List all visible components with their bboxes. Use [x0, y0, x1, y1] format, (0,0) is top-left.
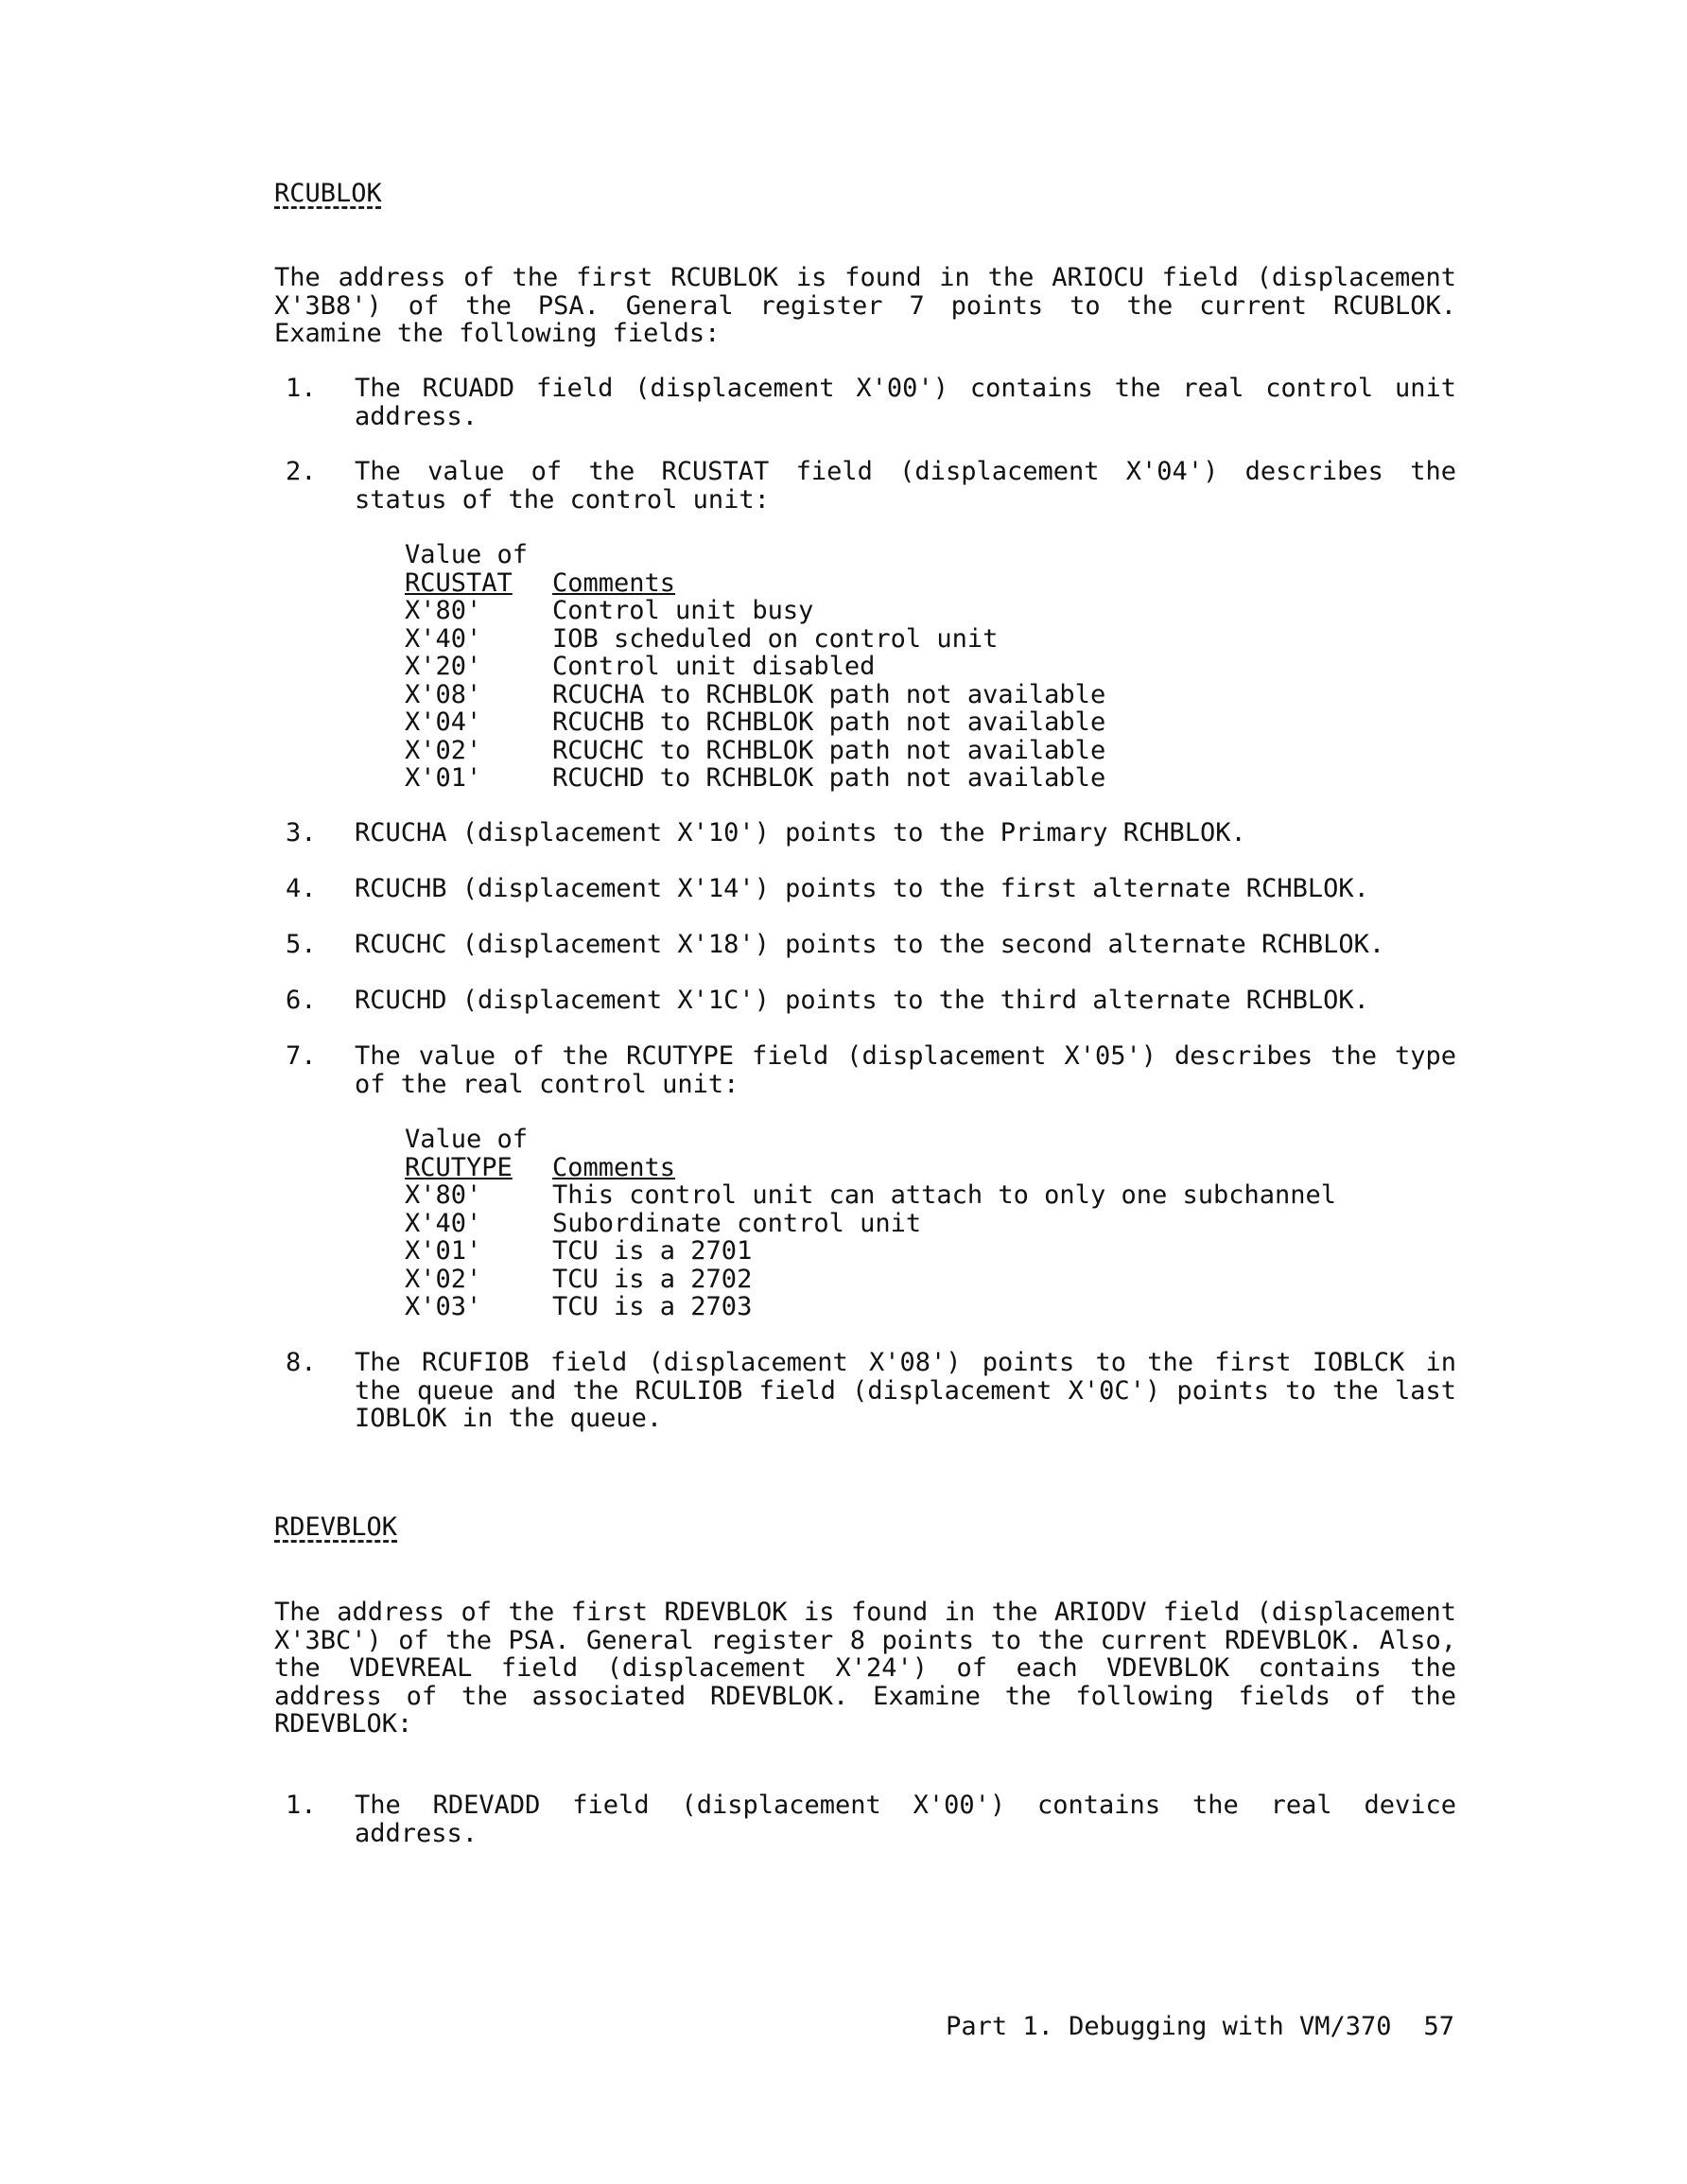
list-item-number: 3.	[286, 818, 317, 847]
table-cell-value: X'01'	[405, 1236, 482, 1266]
rcublok-intro-paragraph: The address of the first RCUBLOK is found in the ARIOCU field (displacement X'3B8') of the PSA. General register 7 points to the current RCUBLOK. Examine the following fields:	[274, 263, 1456, 348]
list-item-text: The RCUFIOB field (displacement X'08') points to the first IOBLCK in the queue and the RCULIOB field (displacement X'0C') points to the last IOBLOK in the queue.	[355, 1348, 1456, 1433]
table-cell-value: X'80'	[405, 596, 482, 625]
table-cell-value: X'80'	[405, 1180, 482, 1210]
list-item-number: 7.	[286, 1041, 317, 1071]
table-cell-comment: RCUCHD to RCHBLOK path not available	[552, 763, 1106, 793]
table-cell-value: X'40'	[405, 623, 482, 654]
page-number: 57	[1423, 2012, 1454, 2041]
table-cell-value: X'02'	[405, 1264, 482, 1294]
table-cell-comment: Subordinate control unit	[552, 1208, 922, 1238]
table-cell-value: X'40'	[405, 1208, 482, 1238]
list-item	[274, 1042, 1456, 1098]
list-item-number: 4.	[286, 874, 317, 903]
list-item-text: RCUCHC (displacement X'18') points to the second alternate RCHBLOK.	[355, 930, 1385, 959]
table-cell-comment: TCU is a 2703	[552, 1292, 753, 1321]
table-header-field: RCUTYPE	[405, 1152, 513, 1182]
list-item-text: The RCUADD field (displacement X'00') contains the real control unit address.	[355, 374, 1456, 431]
table-header-row	[405, 569, 1105, 598]
table-cell-comment: RCUCHC to RCHBLOK path not available	[552, 735, 1106, 765]
table-cell-value: X'08'	[405, 679, 482, 709]
list-item-number: 2.	[286, 457, 317, 486]
page-footer	[946, 2013, 1454, 2041]
table-row	[405, 681, 1105, 709]
table-row	[405, 1210, 1336, 1238]
table-header-comments: Comments	[552, 568, 676, 598]
table-row	[405, 737, 1105, 765]
list-item-text: RCUCHA (displacement X'10') points to the Primary RCHBLOK.	[355, 818, 1246, 847]
table-cell-comment: IOB scheduled on control unit	[552, 623, 999, 654]
table-row	[405, 625, 1105, 654]
list-item-number: 1.	[286, 374, 317, 403]
table-cell-value: X'01'	[405, 763, 482, 793]
list-item-text: The RDEVADD field (displacement X'00') contains the real device address.	[355, 1791, 1456, 1848]
list-item	[274, 875, 1456, 903]
list-item-text: The value of the RCUTYPE field (displacement X'05') describes the type of the real control unit:	[355, 1041, 1456, 1099]
table-cell-comment: Control unit busy	[552, 596, 814, 625]
list-item-number: 8.	[286, 1348, 317, 1377]
table-header-row	[405, 1126, 1336, 1154]
table-header-row	[405, 1154, 1336, 1182]
table-row	[405, 764, 1105, 793]
list-item	[274, 1349, 1456, 1433]
list-item-number: 5.	[286, 930, 317, 959]
list-item	[274, 458, 1456, 514]
table-cell-comment: This control unit can attach to only one subchannel	[552, 1180, 1337, 1210]
section-heading-rdevblok: RDEVBLOK	[274, 1512, 398, 1542]
list-item	[274, 375, 1456, 430]
list-item	[274, 931, 1456, 959]
table-cell-comment: Control unit disabled	[552, 652, 876, 681]
table-cell-comment: RCUCHB to RCHBLOK path not available	[552, 708, 1106, 737]
table-header-value-of: Value of	[405, 540, 529, 569]
table-row	[405, 708, 1105, 737]
table-cell-comment: TCU is a 2702	[552, 1264, 753, 1294]
footer-text: Part 1. Debugging with VM/370	[946, 2012, 1392, 2041]
table-row	[405, 653, 1105, 681]
list-item-text: RCUCHD (displacement X'1C') points to the third alternate RCHBLOK.	[355, 986, 1369, 1015]
table-cell-comment: TCU is a 2701	[552, 1236, 753, 1266]
table-header-comments: Comments	[552, 1152, 676, 1182]
table-row	[405, 1293, 1336, 1321]
table-header-value-of: Value of	[405, 1125, 529, 1154]
table-header-field: RCUSTAT	[405, 568, 513, 598]
table-cell-value: X'02'	[405, 735, 482, 765]
table-row	[405, 597, 1105, 625]
table-row	[405, 1181, 1336, 1210]
table-header-row	[405, 541, 1105, 569]
table-cell-comment: RCUCHA to RCHBLOK path not available	[552, 679, 1106, 709]
rcustat-values-table	[405, 541, 1105, 793]
list-item	[274, 819, 1456, 847]
list-item	[274, 1791, 1456, 1847]
section-heading-rcublok: RCUBLOK	[274, 179, 382, 208]
table-cell-value: X'20'	[405, 652, 482, 681]
list-item-text: The value of the RCUSTAT field (displacement X'04') describes the status of the control unit:	[355, 457, 1456, 515]
list-item	[274, 987, 1456, 1015]
list-item-text: RCUCHB (displacement X'14') points to the first alternate RCHBLOK.	[355, 874, 1369, 903]
table-row	[405, 1237, 1336, 1266]
list-item-number: 1.	[286, 1791, 317, 1820]
table-cell-value: X'04'	[405, 708, 482, 737]
table-cell-value: X'03'	[405, 1292, 482, 1321]
list-item-number: 6.	[286, 986, 317, 1015]
rcutype-values-table	[405, 1126, 1336, 1321]
rdevblok-intro-paragraph: The address of the first RDEVBLOK is found in the ARIODV field (displacement X'3BC') of the PSA. General register 8 points to the current RDEVBLOK. Also, the VDEVREAL field (displacement X'24') of each VDEVBLOK contains the address of the associated RDEVBLOK. Examine the following fields of the RDEVBLOK:	[274, 1598, 1456, 1738]
table-row	[405, 1266, 1336, 1294]
